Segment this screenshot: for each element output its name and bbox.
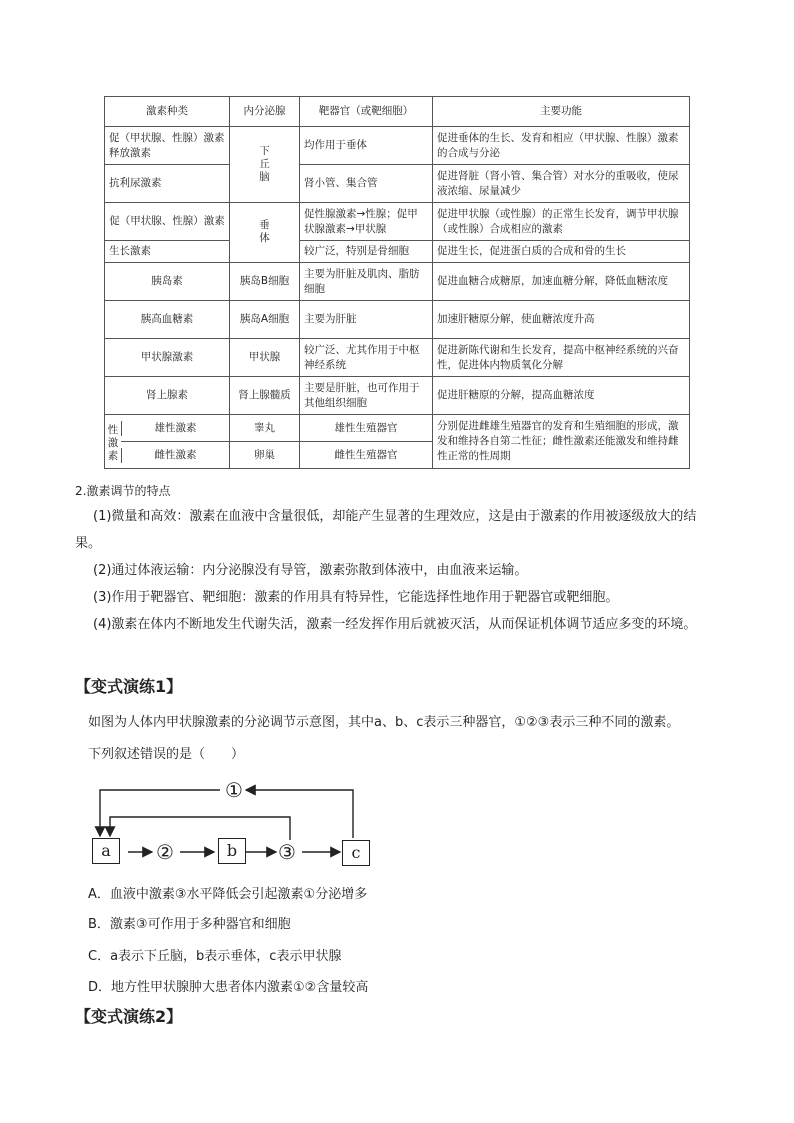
gland-cell: 甲状腺 xyxy=(230,339,300,377)
target-cell: 雌性生殖器官 xyxy=(300,442,433,469)
function-cell: 促进垂体的生长、发育和相应（甲状腺、性腺）激素的合成与分泌 xyxy=(433,127,690,165)
hormone-name: 促（甲状腺、性腺）激素释放激素 xyxy=(105,127,230,165)
table-row xyxy=(105,301,690,339)
function-cell: 加速肝糖原分解，使血糖浓度升高 xyxy=(433,301,690,339)
target-cell: 均作用于垂体 xyxy=(300,127,433,165)
hormone-table xyxy=(104,96,690,469)
gland-cell: 睾丸 xyxy=(230,415,300,442)
table-row xyxy=(105,415,690,442)
target-cell: 雄性生殖器官 xyxy=(300,415,433,442)
option-c[interactable]: C．a表示下丘脑，b表示垂体，c表示甲状腺 xyxy=(88,949,342,964)
hormone-name: 抗利尿激素 xyxy=(105,165,230,203)
target-cell: 促性腺激素→性腺；促甲状腺激素→甲状腺 xyxy=(300,203,433,241)
option-a[interactable]: A．血液中激素③水平降低会引起激素①分泌增多 xyxy=(88,887,368,902)
hormone-name: 雄性激素 xyxy=(154,421,197,434)
gland-cell: 卵巢 xyxy=(230,442,300,469)
sex-hormone-cell xyxy=(105,442,230,469)
gland-cell: 胰岛B细胞 xyxy=(230,263,300,301)
header-target: 靶器官（或靶细胞） xyxy=(300,97,433,127)
organ-b: b xyxy=(218,838,246,864)
target-cell: 主要是肝脏，也可作用于其他组织细胞 xyxy=(300,377,433,415)
hormone-name: 甲状腺激素 xyxy=(105,339,230,377)
paragraph: (4)激素在体内不断地发生代谢失活，激素一经发挥作用后就被灭活，从而保证机体调节适应多变的环境。 xyxy=(93,617,697,632)
organ-c: c xyxy=(342,840,370,866)
paragraph: (2)通过体液运输：内分泌腺没有导管，激素弥散到体液中，由血液来运输。 xyxy=(93,563,528,578)
function-cell: 促进甲状腺（或性腺）的正常生长发育，调节甲状腺（或性腺）合成相应的激素 xyxy=(433,203,690,241)
sex-hormone-cell xyxy=(105,415,230,442)
hormone-1-label: ① xyxy=(225,778,243,802)
function-cell: 促进肝糖原的分解，提高血糖浓度 xyxy=(433,377,690,415)
table-header-row xyxy=(105,97,690,127)
question-text: 如图为人体内甲状腺激素的分泌调节示意图，其中a、b、c表示三种器官，①②③表示三种不同的激素。 xyxy=(88,715,680,730)
paragraph: (3)作用于靶器官、靶细胞：激素的作用具有特异性，它能选择性地作用于靶器官或靶细胞。 xyxy=(93,590,619,605)
section-title: 2.激素调节的特点 xyxy=(75,484,171,498)
target-cell: 主要为肝脏 xyxy=(300,301,433,339)
paragraph: (1)微量和高效：激素在血液中含量很低，却能产生显著的生理效应，这是由于激素的作用被逐级放大的结果。 xyxy=(75,509,697,551)
option-b[interactable]: B．激素③可作用于多种器官和细胞 xyxy=(88,917,291,932)
table-row xyxy=(105,339,690,377)
sex-hormone-label: 性激素 xyxy=(105,420,121,466)
gland-pituitary: 垂体 xyxy=(230,203,300,263)
target-cell: 肾小管、集合管 xyxy=(300,165,433,203)
organ-a: a xyxy=(92,838,120,864)
table-row xyxy=(105,377,690,415)
function-cell: 促进肾脏（肾小管、集合管）对水分的重吸收，使尿液浓缩、尿量减少 xyxy=(433,165,690,203)
thyroid-regulation-diagram xyxy=(90,772,390,872)
table-row xyxy=(105,203,690,241)
sex-function-cell: 分别促进雌雄生殖器官的发育和生殖细胞的形成，激发和维持各自第二性征；雌性激素还能激发和维持雌性正常的性周期 xyxy=(433,415,690,469)
header-gland: 内分泌腺 xyxy=(230,97,300,127)
header-function: 主要功能 xyxy=(433,97,690,127)
function-cell: 促进生长，促进蛋白质的合成和骨的生长 xyxy=(433,241,690,263)
gland-cell: 肾上腺髓质 xyxy=(230,377,300,415)
target-cell: 较广泛，特别是骨细胞 xyxy=(300,241,433,263)
hormone-name: 胰高血糖素 xyxy=(105,301,230,339)
table-row xyxy=(105,127,690,165)
table-row xyxy=(105,263,690,301)
exercise-heading: 【变式演练1】 xyxy=(75,677,183,696)
gland-cell: 胰岛A细胞 xyxy=(230,301,300,339)
target-cell: 较广泛、尤其作用于中枢神经系统 xyxy=(300,339,433,377)
table-row xyxy=(105,241,690,263)
hormone-name: 雌性激素 xyxy=(154,448,197,461)
hormone-name: 促（甲状腺、性腺）激素 xyxy=(105,203,230,241)
hormone-name: 生长激素 xyxy=(105,241,230,263)
hormone-2-label: ② xyxy=(156,840,174,864)
target-cell: 主要为肝脏及肌肉、脂肪细胞 xyxy=(300,263,433,301)
exercise-heading: 【变式演练2】 xyxy=(75,1007,183,1026)
header-hormone-type: 激素种类 xyxy=(105,97,230,127)
hormone-name: 肾上腺素 xyxy=(105,377,230,415)
gland-hypothalamus: 下丘脑 xyxy=(230,127,300,203)
table-row xyxy=(105,165,690,203)
hormone-name: 胰岛素 xyxy=(105,263,230,301)
option-d[interactable]: D．地方性甲状腺肿大患者体内激素①②含量较高 xyxy=(88,980,369,995)
function-cell: 促进新陈代谢和生长发育，提高中枢神经系统的兴奋性，促进体内物质氧化分解 xyxy=(433,339,690,377)
function-cell: 促进血糖合成糖原，加速血糖分解，降低血糖浓度 xyxy=(433,263,690,301)
hormone-3-label: ③ xyxy=(278,840,296,864)
question-prompt: 下列叙述错误的是（ ） xyxy=(88,747,245,762)
